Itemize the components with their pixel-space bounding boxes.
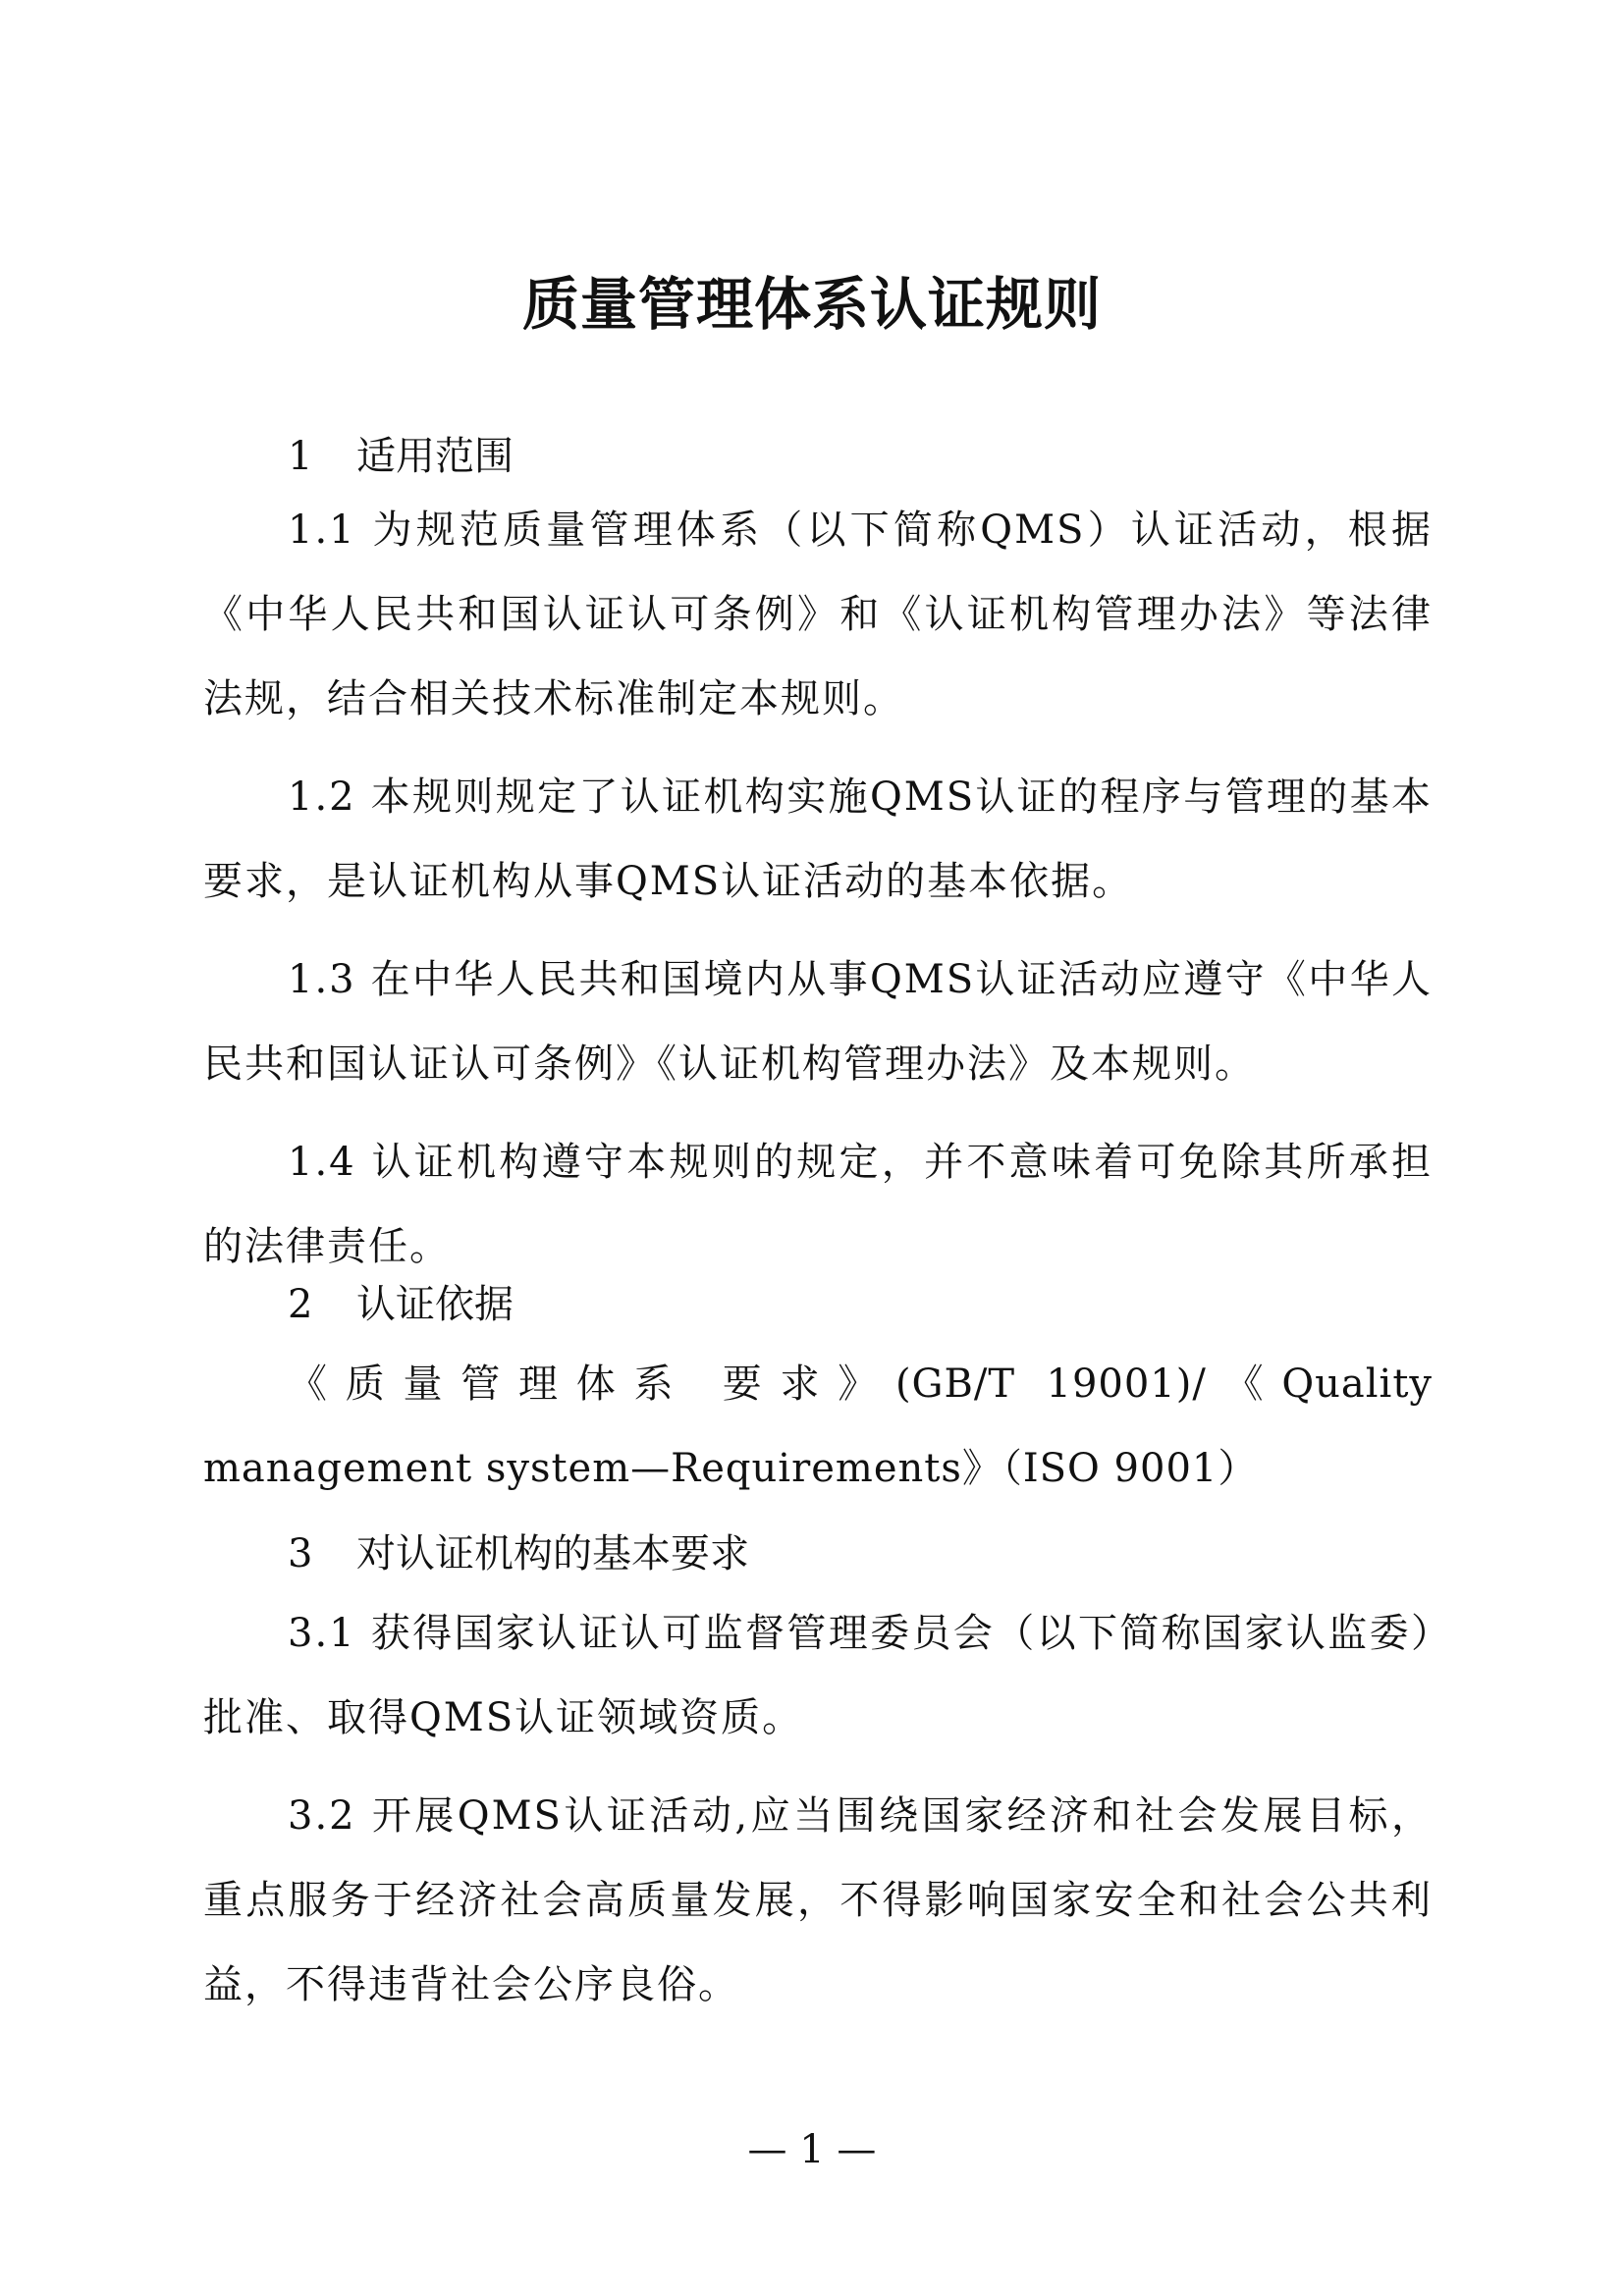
page-number: — 1 — [747,2127,877,2172]
paragraph-1-1: 1.1 为规范质量管理体系（以下简称QMS）认证活动，根据《中华人民共和国认证认可条例》和《认证机构管理办法》等法律法规，结合相关技术标准制定本规则。 [203,507,1433,721]
paragraph-3-2: 3.2 开展QMS认证活动,应当围绕国家经济和社会发展目标，重点服务于经济社会高质量发展，不得影响国家安全和社会公共利益，不得违背社会公序良俗。 [203,1793,1433,2007]
document-title: 质量管理体系认证规则 [521,271,1102,338]
section-heading-3 [288,1524,749,1583]
paragraph-1-3: 1.3 在中华人民共和国境内从事QMS认证活动应遵守《中华人民共和国认证认可条例》《认证机构管理办法》及本规则。 [203,957,1433,1087]
section-title: 适用范围 [356,434,514,479]
paragraph-3-1: 3.1 获得国家认证认可监督管理委员会（以下简称国家认监委）批准、取得QMS认证领域资质。 [203,1611,1433,1740]
section-number: 1 [288,434,313,479]
section-title: 对认证机构的基本要求 [356,1531,749,1576]
section-title: 认证依据 [356,1282,514,1327]
section-number: 2 [288,1282,313,1327]
section-heading-1 [288,427,514,486]
paragraph-1-2: 1.2 本规则规定了认证机构实施QMS认证的程序与管理的基本要求，是认证机构从事QMS认证活动的基本依据。 [203,774,1433,904]
section-number: 3 [288,1531,313,1576]
paragraph-1-4: 1.4 认证机构遵守本规则的规定，并不意味着可免除其所承担的法律责任。 [203,1140,1433,1269]
paragraph-2-1: 《质量管理体系 要求》(GB/T 19001)/《Quality management system—Requirements》（ISO 9001） [203,1362,1433,1491]
section-heading-2 [288,1275,514,1334]
